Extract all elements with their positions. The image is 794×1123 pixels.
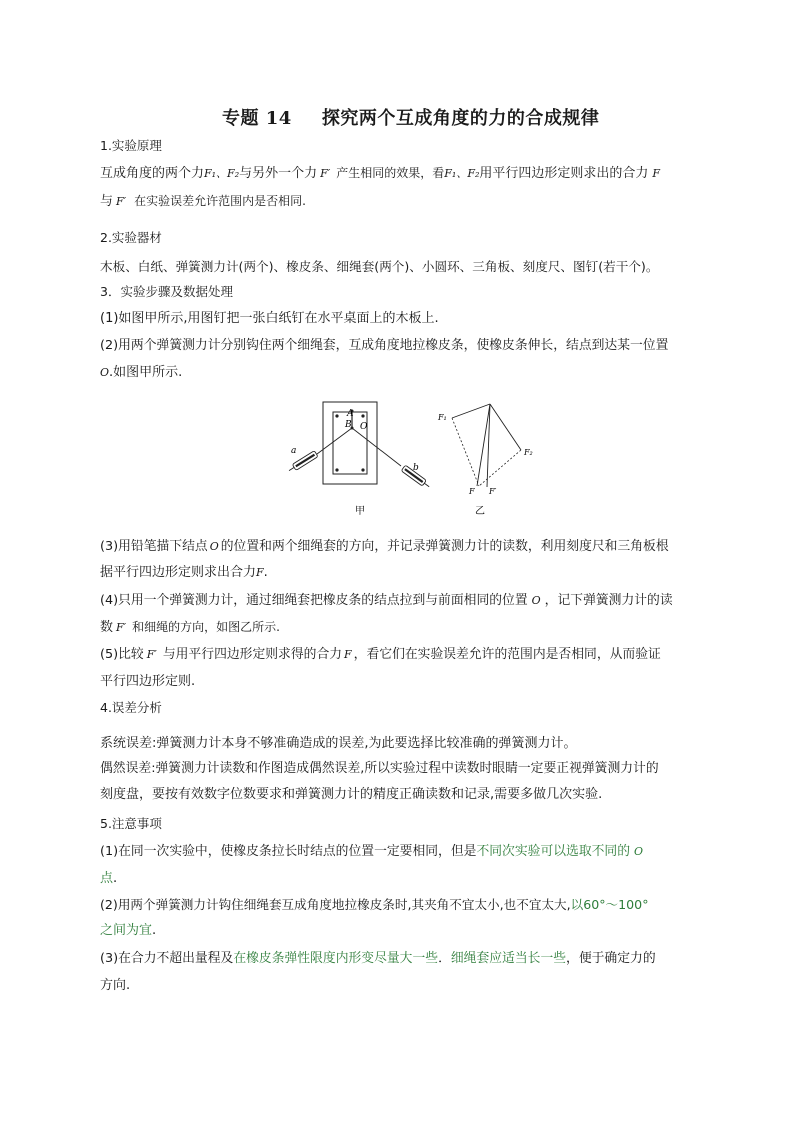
step-5-line-2: 平行四边形定则. <box>100 674 196 689</box>
text: ，看它们在实验误差允许的范围内是否相同，从而验证 <box>353 647 661 662</box>
symbol-f1-f2: F₁、F₂ <box>444 167 480 180</box>
text: (1)在同一次实验中，使橡皮条拉长时结点的位置一定要相同，但是 <box>100 844 477 859</box>
section-4-line-3: 刻度盘，要按有效数字位数要求和弹簧测力计的精度正确读数和记录,需要多做几次实验. <box>100 787 603 802</box>
note-1-line-1 <box>100 843 643 861</box>
step-4-line-1 <box>100 592 673 610</box>
section-1-line-2 <box>100 192 306 211</box>
text: (4)只用一个弹簧测力计，通过细绳套把橡皮条的结点拉到与前面相同的位置 <box>100 593 528 608</box>
section-4-line-2: 偶然误差:弹簧测力计读数和作图造成偶然误差,所以实验过程中读数时眼睛一定要正视弹簧测力计的 <box>100 761 659 776</box>
section-3-heading: 3．实验步骤及数据处理 <box>100 284 233 299</box>
text: . <box>113 871 118 886</box>
label-f: F <box>469 487 475 496</box>
text: . <box>152 923 157 938</box>
text: 与另外一个力 <box>239 166 318 181</box>
caption-jia: 甲 <box>355 506 365 517</box>
highlight-text: 之间为宜 <box>100 923 153 938</box>
text: 在实验误差允许范围内是否相同. <box>134 194 306 208</box>
note-2-line-1 <box>100 896 649 914</box>
figure-svg <box>275 398 555 520</box>
vector-f <box>477 404 490 486</box>
step-4-line-2 <box>100 618 280 637</box>
label-string-a: a <box>291 446 297 456</box>
label-string-b: b <box>413 463 419 473</box>
symbol-f1-f2: F₁、F₂ <box>204 167 240 180</box>
section-5-heading: 5.注意事项 <box>100 816 162 831</box>
title-text: 探究两个互成角度的力的合成规律 <box>321 108 600 129</box>
highlight-text: 在橡皮条弹性限度内形变尽量大一些 <box>233 951 439 966</box>
text: (2)用两个弹簧测力计钩住细绳套互成角度地拉橡皮条时,其夹角不宜太小,也不宜太大, <box>100 897 571 912</box>
label-f-prime: F′ <box>489 487 497 496</box>
text: (3)用铅笔描下结点 <box>100 539 208 554</box>
text: 用平行四边形定则求出的合力 <box>479 166 649 181</box>
step-5-line-1 <box>100 646 661 664</box>
symbol-f-prime: F′ <box>320 167 331 180</box>
pin <box>335 414 338 417</box>
step-3-line-2 <box>100 564 268 582</box>
text: 据平行四边形定则求出合力 <box>100 565 257 580</box>
text: 与 <box>100 194 114 209</box>
string-a <box>317 428 352 454</box>
text: 互成角度的两个力 <box>100 166 205 181</box>
caption-yi: 乙 <box>475 506 485 517</box>
highlight-text: 细绳套应适当长一些 <box>450 951 567 966</box>
symbol-f-prime: F′ <box>116 621 127 634</box>
text: 数 <box>100 620 114 635</box>
note-3-line-1 <box>100 950 656 968</box>
symbol-o: O <box>209 540 219 553</box>
highlight-text: 不同次实验可以选取不同的 <box>476 844 631 859</box>
symbol-f: F <box>256 566 264 579</box>
section-2-line: 木板、白纸、弹簧测力计(两个)、橡皮条、细绳套(两个)、小圆环、三角板、刻度尺、图钉(若干个)。 <box>100 259 659 274</box>
note-1-line-2 <box>100 870 117 888</box>
step-2-line-2 <box>100 364 182 382</box>
text: 产生相同的效果，看 <box>336 166 445 180</box>
section-4-line-1: 系统误差:弹簧测力计本身不够准确造成的误差,为此要选择比较准确的弹簧测力计。 <box>100 736 577 751</box>
vector-f2 <box>490 404 521 450</box>
pin <box>361 468 364 471</box>
text: (5)比较 <box>100 647 144 662</box>
text: (3)在合力不超出量程及 <box>100 951 234 966</box>
text: ． <box>438 951 451 966</box>
note-2-line-2 <box>100 922 156 940</box>
symbol-f: F <box>652 167 661 180</box>
text: 和细绳的方向，如图乙所示. <box>132 620 280 634</box>
section-2-heading: 2.实验器材 <box>100 230 162 245</box>
pin <box>361 414 364 417</box>
label-b-point: B <box>345 420 352 430</box>
symbol-o: O <box>531 594 541 607</box>
text: 与用平行四边形定则求得的合力 <box>162 647 343 662</box>
vector-f1 <box>452 404 490 418</box>
section-1-heading: 1.实验原理 <box>100 138 162 153</box>
symbol-f: F <box>344 648 352 661</box>
dashed-side-2 <box>479 450 521 486</box>
symbol-o: O <box>634 845 644 858</box>
highlight-text: 点 <box>100 871 114 886</box>
section-1-line-1 <box>100 164 660 183</box>
step-3-line-1 <box>100 538 669 556</box>
page-title <box>222 104 599 130</box>
title-number: 专题 14 <box>222 108 292 129</box>
section-4-heading: 4.误差分析 <box>100 700 162 715</box>
step-1: (1)如图甲所示,用图钉把一张白纸钉在水平桌面上的木板上. <box>100 311 439 326</box>
dashed-side-1 <box>452 418 479 486</box>
text: .如图甲所示. <box>109 365 183 380</box>
symbol-o: O <box>100 366 110 379</box>
text: 的位置和两个细绳套的方向，并记录弹簧测力计的读数，利用刻度尺和三角板根 <box>220 539 669 554</box>
text: . <box>263 565 268 580</box>
text: ，便于确定力的 <box>566 951 656 966</box>
note-3-line-2: 方向. <box>100 978 131 993</box>
label-f2: F₂ <box>524 448 533 457</box>
highlight-text: 以60°～100° <box>570 897 649 912</box>
vector-f-prime <box>487 404 490 487</box>
symbol-f-prime: F′ <box>146 648 157 661</box>
symbol-f-prime: F′ <box>116 195 127 208</box>
text: ，记下弹簧测力计的读 <box>544 593 673 608</box>
label-o: O <box>360 422 368 432</box>
experiment-figure <box>275 398 555 520</box>
label-a: A <box>347 409 354 419</box>
label-f1: F₁ <box>438 413 447 422</box>
step-2-line-1: (2)用两个弹簧测力计分别钩住两个细绳套，互成角度地拉橡皮条，使橡皮条伸长，结点到达某一位置 <box>100 338 669 353</box>
pin <box>335 468 338 471</box>
